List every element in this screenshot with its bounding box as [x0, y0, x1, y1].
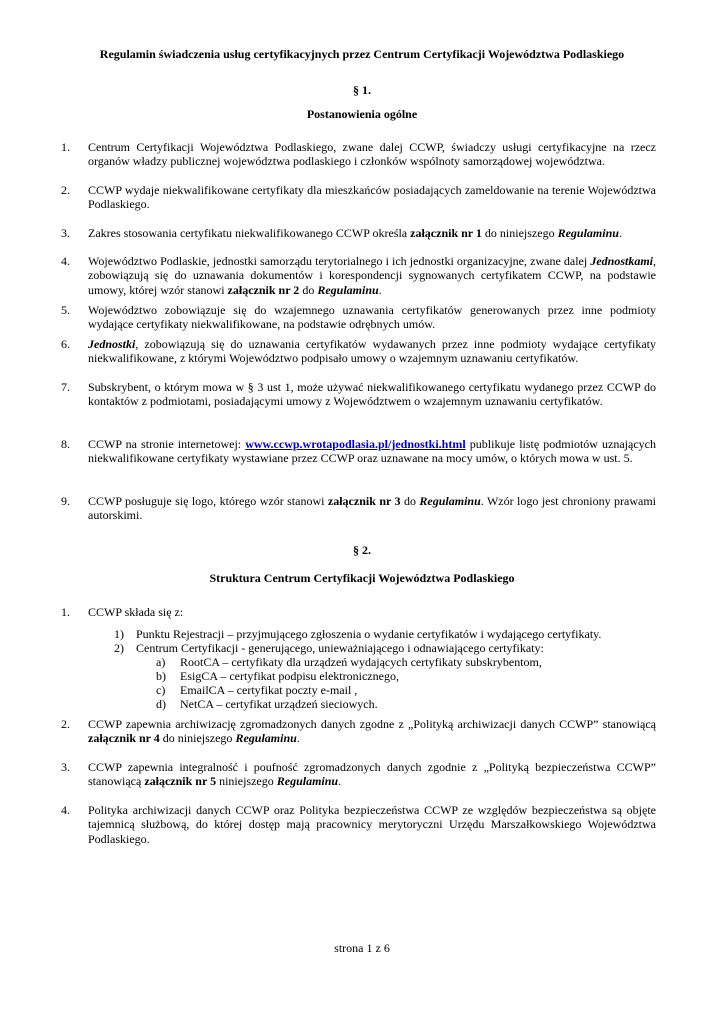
item-number: 1.	[61, 605, 70, 619]
item-text: Subskrybent, o którym mowa w § 3 ust 1, może używać niekwalifikowanego certyfikatu wydanego przez CCWP do kontaktów z podmiotami, posiadającymi umowy z Województwem o wzajemnym uznawaniu certyfikatów.	[88, 380, 656, 409]
item-number: 8.	[61, 437, 70, 451]
sub-text: Punktu Rejestracji – przyjmującego zgłoszenia o wydanie certyfikatów i wydającego certyfikaty.	[136, 627, 602, 641]
item-text: CCWP na stronie internetowej:	[88, 437, 246, 451]
item-text: Województwo Podlaskie, jednostki samorządu terytorialnego i ich jednostki organizacyjne, zwane dalej	[88, 254, 591, 268]
list-item	[61, 183, 656, 212]
regulation-ref: Regulaminu	[419, 494, 481, 508]
item-number: 2.	[61, 183, 70, 197]
item-text: .	[378, 282, 382, 297]
item-text: Polityka archiwizacji danych CCWP oraz Polityka bezpieczeństwa CCWP ze względów bezpieczeństwa są objęte tajemnicą służbową, do której dostęp mają pracownicy merytoryczni Urzędu Marszałkowskiego Województwa Podlaskiego.	[88, 803, 656, 846]
sub-sub-list-item	[156, 697, 660, 711]
regulation-ref: Regulaminu	[235, 731, 297, 746]
subsub-letter: d)	[156, 697, 166, 711]
list-item	[61, 717, 656, 746]
regulation-ref: Regulaminu	[317, 282, 379, 297]
sub-text: Centrum Certyfikacji - generującego, unieważniającego i odnawiającego certyfikaty:	[136, 641, 544, 655]
item-text: CCWP zapewnia archiwizację zgromadzonych danych zgodne z „Polityką archiwizacji danych CCWP” stanowiącą	[88, 717, 656, 731]
list-item	[61, 303, 656, 332]
section-2-mark: § 2.	[353, 543, 371, 557]
list-item	[61, 140, 656, 169]
attachment-ref: załącznik nr 5	[144, 774, 217, 789]
term-jednostki: Jednostkami	[590, 254, 653, 268]
subsub-letter: b)	[156, 669, 166, 683]
attachment-ref: załącznik nr 2	[227, 282, 300, 297]
attachment-ref: załącznik nr 3	[327, 494, 401, 508]
item-text: CCWP składa się z:	[88, 605, 184, 619]
subsub-text: EsigCA – certyfikat podpisu elektronicznego,	[180, 669, 399, 683]
item-text: Centrum Certyfikacji Województwa Podlaskiego, zwane dalej CCWP, świadczy usługi certyfikacyjne na rzecz organów władzy publicznej województwa podlaskiego i członków wspólnoty samorządowej województwa.	[88, 140, 656, 169]
item-text: .	[338, 774, 342, 789]
item-text: CCWP posługuje się logo, którego wzór stanowi	[88, 494, 328, 508]
item-number: 2.	[61, 717, 70, 731]
sub-list-item	[114, 627, 656, 641]
list-item	[61, 494, 656, 523]
item-number: 6.	[61, 337, 70, 351]
section-1-heading: Postanowienia ogólne	[306, 107, 418, 121]
item-text: , zobowiązują się do uznawania certyfikatów wydawanych przez inne podmioty wydające certyfikaty niekwalifikowane, z którymi Województwo podpisało umowy o wzajemnym uznawaniu certyfikatów.	[88, 337, 656, 366]
item-text: publikuje listę podmiotów uznających niekwalifikowane certyfikaty wystawiane przez CCWP oraz uznawane na mocy umów, o których mowa w ust. 5.	[88, 437, 656, 466]
item-number: 3.	[61, 226, 70, 240]
item-text: CCWP zapewnia integralność i poufność zgromadzonych danych zgodnie z „Polityką bezpieczeństwa CCWP” stanowiącą	[88, 760, 656, 789]
sub-sub-list-item	[156, 683, 660, 697]
item-number: 4.	[61, 254, 70, 268]
item-number: 7.	[61, 380, 70, 394]
item-text: , zobowiązują się do uznawania dokumentów i korespondencji sygnowanych certyfikatem CCWP, na podstawie umowy, której wzór stanowi	[88, 254, 656, 297]
attachment-ref: załącznik nr 1	[410, 226, 482, 240]
item-text: .	[618, 226, 622, 240]
subsub-text: NetCA – certyfikat urządzeń sieciowych.	[180, 697, 378, 711]
regulation-ref: Regulaminu	[557, 226, 619, 240]
item-text: Zakres stosowania certyfikatu niekwalifikowanego CCWP określa	[88, 226, 411, 240]
page-number: strona 1 z 6	[334, 941, 390, 955]
jednostki-link[interactable]: www.ccwp.wrotapodlasia.pl/jednostki.html	[245, 437, 466, 451]
item-text: do niniejszego	[159, 731, 236, 746]
subsub-letter: c)	[156, 683, 166, 697]
subsub-letter: a)	[156, 655, 166, 669]
sub-sub-list-item	[156, 669, 660, 683]
item-text: do	[400, 494, 420, 508]
item-number: 3.	[61, 760, 70, 774]
list-item	[61, 380, 656, 409]
item-text: niniejszego	[216, 774, 277, 789]
item-number: 4.	[61, 803, 70, 817]
list-item	[61, 254, 656, 297]
item-text: CCWP wydaje niekwalifikowane certyfikaty dla mieszkańców posiadających zameldowanie na terenie Województwa Podlaskiego.	[88, 183, 656, 212]
section-1-mark: § 1.	[353, 83, 371, 97]
list-item	[61, 803, 656, 846]
list-item	[61, 437, 656, 466]
sub-number: 1)	[114, 627, 124, 641]
sub-list-item	[114, 641, 656, 655]
regulation-ref: Regulaminu	[276, 774, 339, 789]
term-jednostki: Jednostki	[88, 337, 136, 351]
item-text: do	[299, 282, 318, 297]
item-number: 1.	[61, 140, 70, 154]
item-text: . Wzór logo jest chroniony prawami autorskimi.	[88, 494, 656, 523]
list-item	[61, 605, 656, 619]
item-number: 9.	[61, 494, 70, 508]
item-text: Województwo zobowiązuje się do wzajemnego uznawania certyfikatów generowanych przez inne podmioty wydające certyfikaty niekwalifikowane, na podstawie odrębnych umów.	[88, 303, 656, 332]
item-text: .	[296, 731, 300, 746]
document-title: Regulamin świadczenia usług certyfikacyjnych przez Centrum Certyfikacji Województwa Podlaskiego	[99, 47, 625, 61]
list-item	[61, 337, 656, 366]
section-2-heading: Struktura Centrum Certyfikacji Województwa Podlaskiego	[209, 571, 515, 585]
attachment-ref: załącznik nr 4	[88, 731, 160, 746]
list-item	[61, 226, 656, 240]
item-number: 5.	[61, 303, 70, 317]
sub-sub-list-item	[156, 655, 660, 669]
list-item	[61, 760, 656, 789]
subsub-text: RootCA – certyfikaty dla urządzeń wydających certyfikaty subskrybentom,	[180, 655, 542, 669]
item-text: do niniejszego	[481, 226, 558, 240]
sub-number: 2)	[114, 641, 124, 655]
subsub-text: EmailCA – certyfikat poczty e-mail ,	[180, 683, 358, 697]
